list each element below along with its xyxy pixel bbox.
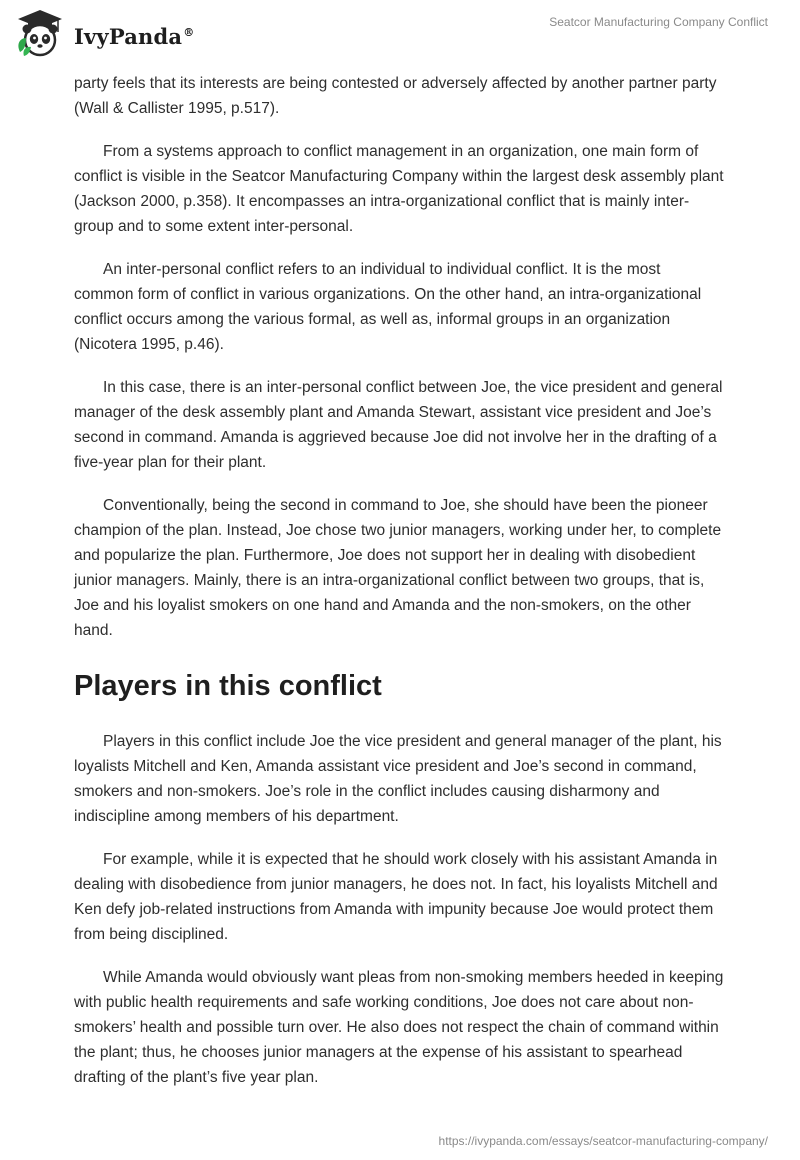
paragraph: In this case, there is an inter-personal conflict between Joe, the vice president and general manager of the desk assembly plant and Amanda Stewart, assistant vice president and Joe’s second in command. Amanda is aggrieved because Joe did not involve her in the drafting of a five-year plan for their plant. (74, 379, 723, 471)
essay-body (74, 71, 724, 1108)
paragraph: An inter-personal conflict refers to an individual to individual conflict. It is the most common form of conflict in various organizations. On the other hand, an intra-organizational conflict occurs among the various formal, as well as, informal groups in an organization (Nicotera 1995, p.46). (74, 261, 702, 353)
page-header (0, 0, 800, 66)
panda-graduate-icon (14, 8, 66, 60)
registered-mark: ® (183, 25, 195, 39)
source-url[interactable]: https://ivypanda.com/essays/seatcor-manufacturing-company/ (438, 1134, 768, 1148)
paragraph: While Amanda would obviously want pleas from non-smoking members heeded in keeping with public health requirements and safe working conditions, Joe does not care about non-smokers’ health and possible turn over. He also does not respect the chain of command within the plant; thus, he chooses junior managers at the expense of his assistant to spearhead drafting of the plant’s five year plan. (74, 969, 724, 1086)
document-title: Seatcor Manufacturing Company Conflict (549, 15, 768, 29)
paragraph: Conventionally, being the second in command to Joe, she should have been the pioneer champion of the plan. Instead, Joe chose two junior managers, working under her, to complete and popularize the plan. Furthermore, Joe does not support her in dealing with disobedient junior managers. Mainly, there is an intra-organizational conflict between two groups, that is, Joe and his loyalist smokers on one hand and Amanda and the non-smokers, on the other hand. (74, 497, 722, 639)
brand-name: IvyPanda® (74, 23, 195, 49)
section-heading: Players in this conflict (74, 670, 382, 702)
paragraph: For example, while it is expected that he should work closely with his assistant Amanda in dealing with disobedience from junior managers, he does not. In fact, his loyalists Mitchell and Ken defy job-related instructions from Amanda with impunity because Joe would protect them from being disciplined. (74, 851, 718, 943)
paragraph: From a systems approach to conflict management in an organization, one main form of conflict is visible in the Seatcor Manufacturing Company within the largest desk assembly plant (Jackson 2000, p.358). It encompasses an intra-organizational conflict that is mainly inter-group and to some extent inter-personal. (74, 143, 724, 235)
paragraph: party feels that its interests are being contested or adversely affected by another partner party (Wall & Callister 1995, p.517). (74, 75, 717, 117)
ivypanda-logo[interactable] (14, 8, 194, 60)
paragraph: Players in this conflict include Joe the vice president and general manager of the plant, his loyalists Mitchell and Ken, Amanda assistant vice president and Joe’s second in command, smokers and non-smokers. Joe’s role in the conflict includes causing disharmony and indiscipline among members of his department. (74, 733, 722, 825)
